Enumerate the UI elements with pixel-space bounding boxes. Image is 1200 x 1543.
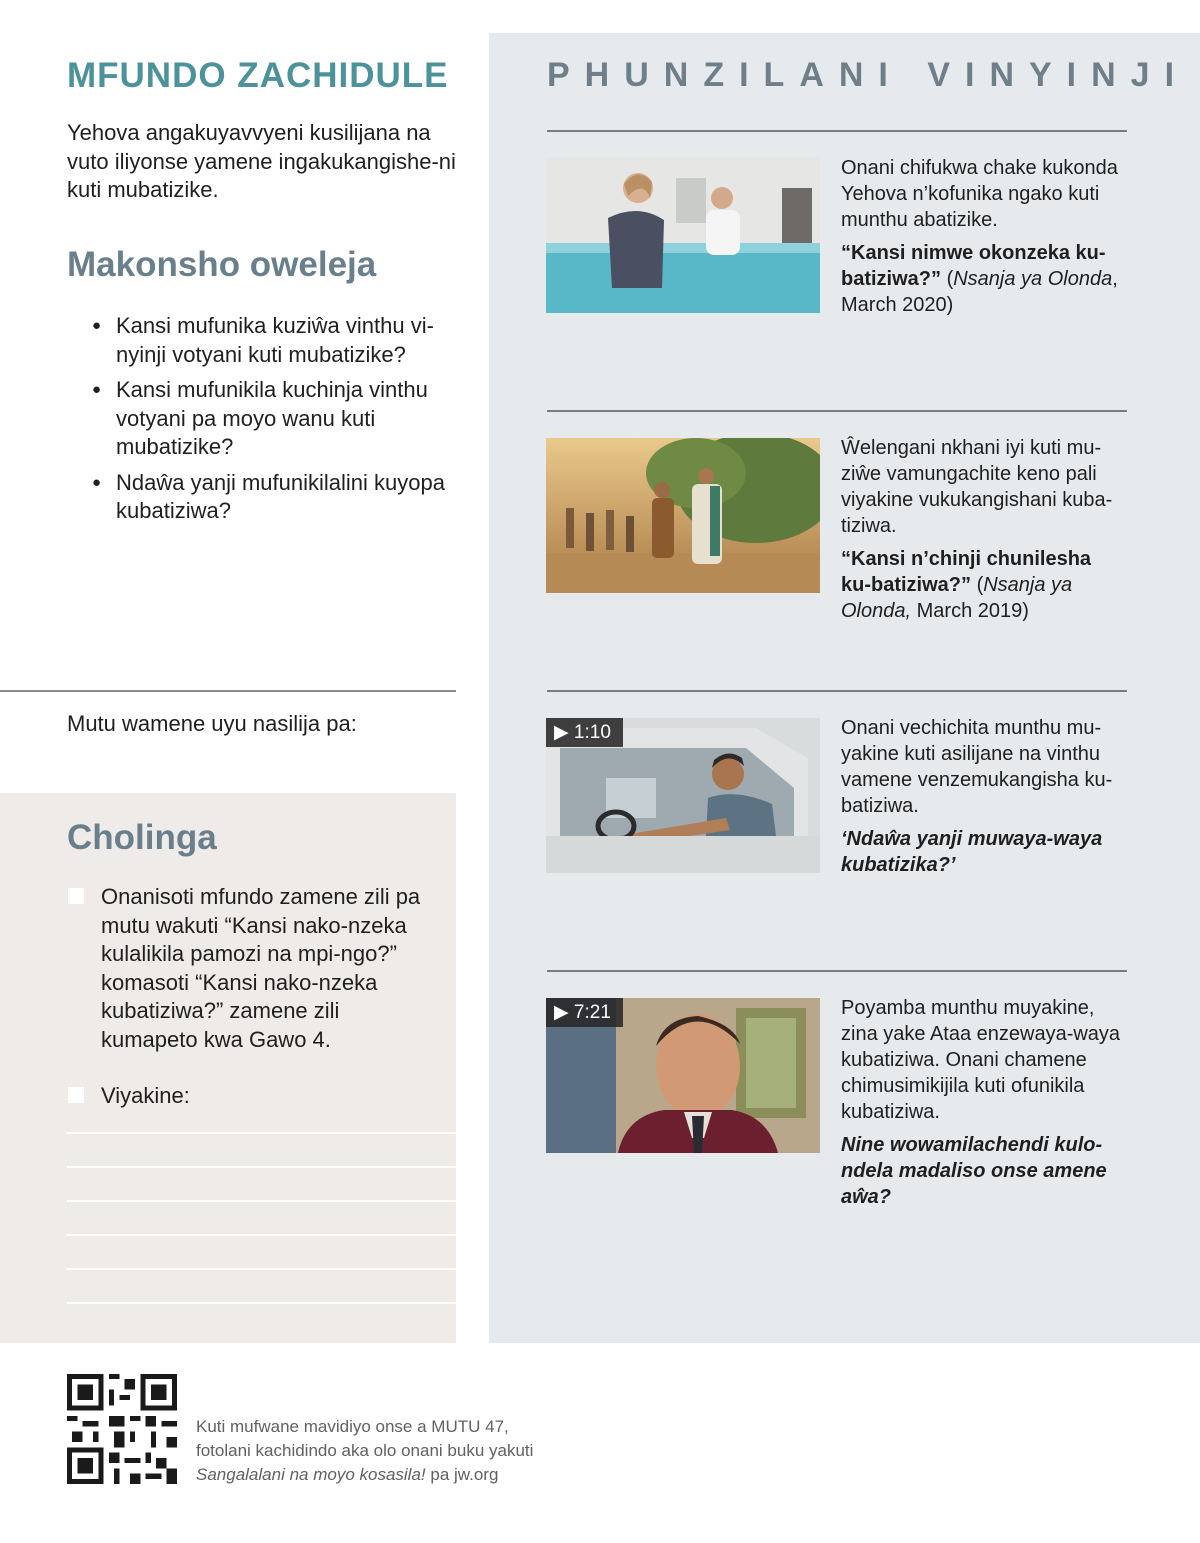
writing-line[interactable]	[67, 1234, 456, 1236]
divider	[0, 690, 456, 692]
entry-reference[interactable]	[841, 240, 1126, 318]
explore-entry-text	[841, 435, 1126, 631]
review-title: Makonsho oweleja	[67, 245, 377, 284]
writing-line[interactable]	[67, 1302, 456, 1304]
explore-entry-text	[841, 155, 1126, 325]
reference-source: Nsanja ya Olonda	[953, 268, 1113, 290]
entry-description: Onani chifukwa chake kukonda Yehova n’kofunika ngako kuti munthu abatizike.	[841, 157, 1118, 231]
writing-line[interactable]	[67, 1166, 456, 1168]
baptism-pool-photo[interactable]	[546, 158, 820, 313]
summary-title: MFUNDO ZACHIDULE	[67, 56, 449, 95]
reference-source: Nsanja ya Olonda,	[841, 574, 1073, 622]
footer-note	[196, 1415, 616, 1487]
reference-open: (	[971, 574, 984, 596]
goal-item	[67, 883, 437, 1054]
footer-site[interactable]: pa jw.org	[425, 1465, 499, 1484]
video-title[interactable]: ‘Ndaŵa yanji muwaya-waya kubatizika?’	[841, 828, 1103, 876]
review-question: ● Kansi mufunikila kuchinja vinthu votyani pa moyo wanu kuti mubatizike?	[92, 376, 462, 462]
footer-line: fotolani kachidindo aka olo onani buku yakuti	[196, 1441, 534, 1460]
entry-description: Onani vechichita munthu mu-yakine kuti asilijane na vinthu vamene venzemukangisha ku-batiziwa.	[841, 717, 1113, 817]
goal-title: Cholinga	[67, 818, 217, 857]
man-in-car-video[interactable]	[546, 718, 820, 873]
divider	[547, 690, 1127, 692]
goal-box	[0, 793, 456, 1343]
entry-reference[interactable]	[841, 546, 1126, 624]
review-question: ● Ndaŵa yanji mufunikilalini kuyopa kubatiziwa?	[92, 469, 462, 526]
smiling-man-video[interactable]	[546, 998, 820, 1153]
checkbox[interactable]	[68, 888, 84, 904]
jesus-painting[interactable]	[546, 438, 820, 593]
video-duration: 7:21	[573, 1002, 611, 1023]
play-icon: ▶	[554, 1002, 569, 1023]
reference-date: March 2019)	[911, 600, 1029, 622]
summary-text: Yehova angakuyavvyeni kusilijana na vuto iliyonse yamene ingakukangishe-ni kuti mubatizike.	[67, 120, 456, 202]
explore-title: PHUNZILANI VINYINJI	[547, 56, 1190, 94]
book-title: Sangalalani na moyo kosasila!	[196, 1465, 426, 1484]
video-duration-badge	[546, 718, 623, 747]
review-questions-list	[92, 312, 462, 533]
entry-description: Poyamba munthu muyakine, zina yake Ataa enzewaya-waya kubatiziwa. Onani chamene chimusimikijila kuti ofunikila kubatiziwa.	[841, 997, 1121, 1123]
video-title[interactable]: Nine wowamilachendi kulo-ndela madaliso onse amene aŵa?	[841, 1134, 1107, 1208]
divider	[547, 410, 1127, 412]
qr-code[interactable]	[67, 1374, 177, 1484]
video-duration-badge	[546, 998, 623, 1027]
writing-line[interactable]	[67, 1200, 456, 1202]
explore-entry-text	[841, 995, 1126, 1217]
goal-item-text: Viyakine:	[101, 1083, 190, 1108]
divider	[547, 970, 1127, 972]
footer-line: Kuti mufwane mavidiyo onse a MUTU 47,	[196, 1417, 509, 1436]
video-duration: 1:10	[573, 722, 611, 743]
reference-title: “Kansi nimwe okonzeka ku-batiziwa?”	[841, 242, 1106, 290]
writing-line[interactable]	[67, 1132, 456, 1134]
play-icon: ▶	[554, 722, 569, 743]
writing-line[interactable]	[67, 1268, 456, 1270]
reference-date: , March 2020)	[841, 268, 1118, 316]
reference-open: (	[941, 268, 954, 290]
divider	[547, 130, 1127, 132]
explore-entry-text	[841, 715, 1126, 885]
footer-line	[196, 1463, 616, 1487]
reference-title: “Kansi n’chinji chunilesha ku-batiziwa?”	[841, 548, 1092, 596]
review-question: ● Kansi mufunika kuziŵa vinthu vi-nyinji votyani kuti mubatizike?	[92, 312, 462, 369]
checkbox[interactable]	[68, 1087, 84, 1103]
goal-item-other	[67, 1082, 437, 1111]
entry-description: Ŵelengani nkhani iyi kuti mu-ziŵe vamungachite keno pali viyakine vukukangishani kuba-tiziwa.	[841, 437, 1113, 537]
goal-item-text: Onanisoti mfundo zamene zili pa mutu wakuti “Kansi nako-nzeka kulalikila pamozi na mpi-ngo?” komasoti “Kansi nako-nzeka kubatiziwa?” zamene zili kumapeto kwa Gawo 4.	[101, 884, 421, 1052]
completed-date-label: Mutu wamene uyu nasilija pa:	[67, 711, 357, 736]
